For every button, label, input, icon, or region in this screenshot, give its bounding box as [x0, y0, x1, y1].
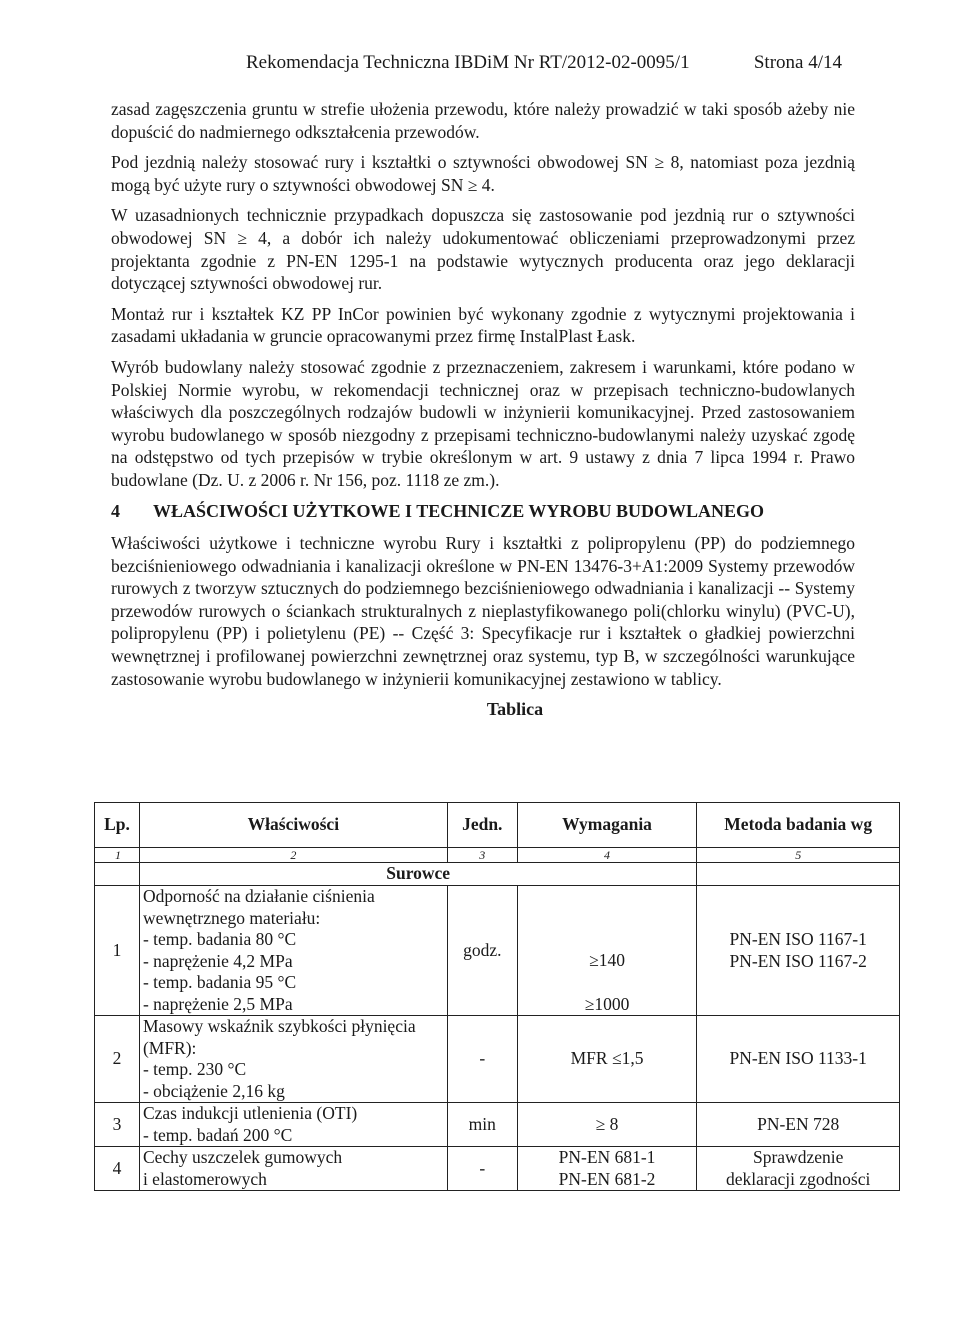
properties-table: [94, 802, 900, 1191]
index-cell: 2: [139, 848, 447, 863]
page-number: Strona 4/14: [753, 52, 842, 73]
section-paragraph: Właściwości użytkowe i techniczne wyrobu Rury i kształtki z polipropylenu (PP) do podziemnego bezciśnieniowego odwadniania i kanalizacji określone w PN-EN 13476-3+A1:2009 Systemy przewodów rurowych z tworzyw sztucznych do podziemnego bezciśnieniowego odwadniania i kanalizacji -- Systemy przewodów rurowych o ściankach strukturalnych z nieplastyfikowanego poli(chlorku winylu) (PVC-U), polipropylenu (PP) i polietylenu (PE) -- Część 3: Specyfikacje rur i kształtek o gładkiej powierzchni wewnętrznej i profilowanej powierzchni zewnętrznej oraz systemu, typ B, w szczególności warunkujące zastosowanie wyrobu budowlanego w inżynierii komunikacyjnej zestawiono w tablicy.: [111, 533, 855, 689]
table-header-row: [95, 803, 900, 848]
index-cell: 1: [95, 848, 140, 863]
header-cell: Metoda badania wg: [697, 803, 900, 848]
header-cell: Lp.: [95, 803, 140, 848]
paragraph: zasad zagęszczenia gruntu w strefie ułożenia przewodu, które należy prowadzić w taki sposób ażeby nie dopuścić do nadmiernego odkształcenia przewodów.: [111, 99, 855, 142]
row-number: 2: [95, 1016, 140, 1103]
header-cell: Jedn.: [447, 803, 517, 848]
row-number: 1: [95, 886, 140, 1016]
unit-cell: min: [447, 1103, 517, 1147]
page-header: [0, 52, 960, 76]
section-number: 4: [111, 500, 120, 521]
table-row: [95, 1147, 900, 1191]
section-heading: [111, 500, 855, 523]
requirement-cell: ≥ 8: [517, 1103, 697, 1147]
property-cell: Odporność na działanie ciśnienia wewnętrznego materiału: - temp. badania 80 °C - naprężenie 4,2 MPa - temp. badania 95 °C - naprężenie 2,5 MPa: [139, 886, 447, 1016]
method-cell: Sprawdzenie deklaracji zgodności: [697, 1147, 900, 1191]
header-cell: Wymagania: [517, 803, 697, 848]
table-caption: Tablica: [486, 699, 544, 720]
document-body: [111, 98, 855, 733]
requirement-cell: ≥140 ≥1000: [517, 886, 697, 1016]
section-title: WŁAŚCIWOŚCI UŻYTKOWE I TECHNICZE WYROBU BUDOWLANEGO: [153, 500, 764, 521]
index-cell: 3: [447, 848, 517, 863]
paragraph: Wyrób budowlany należy stosować zgodnie z przeznaczeniem, zakresem i warunkami, które podano w Polskiej Normie wyrobu, w rekomendacji technicznej oraz w przepisach techniczno-budowlanych właściwych dla poszczególnych rodzajów budowli w inżynierii komunikacyjnej. Przed zastosowaniem wyrobu budowlanego w sposób niezgodny z przepisami techniczno-budowlanymi należy uzyskać zgodę na odstępstwo od tych przepisów w trybie określonym w art. 9 ustawy z dnia 7 lipca 1994 r. Prawo budowlane (Dz. U. z 2006 r. Nr 156, poz. 1118 ze zm.).: [111, 356, 855, 490]
column-index-row: [95, 848, 900, 863]
table-row: [95, 1103, 900, 1147]
row-number: 3: [95, 1103, 140, 1147]
document-title: Rekomendacja Techniczna IBDiM Nr RT/2012-02-0095/1: [246, 52, 690, 73]
table-row: [95, 886, 900, 1016]
requirement-cell: MFR ≤1,5: [517, 1016, 697, 1103]
paragraph: Pod jezdnią należy stosować rury i kształtki o sztywności obwodowej SN ≥ 8, natomiast poza jezdnią mogą być użyte rury o sztywności obwodowej SN ≥ 4.: [111, 152, 855, 195]
row-number: 4: [95, 1147, 140, 1191]
unit-cell: -: [447, 1016, 517, 1103]
method-cell: PN-EN 728: [697, 1103, 900, 1147]
unit-cell: godz.: [447, 886, 517, 1016]
paragraph: W uzasadnionych technicznie przypadkach dopuszcza się zastosowanie pod jezdnią rur o sztywności obwodowej SN ≥ 4, a dobór ich należy udokumentować obliczeniami przeprowadzonymi przez projektanta zgodnie z PN-EN 1295-1 na podstawie wytycznych producenta oraz jego deklaracji dotyczącej sztywności obwodowej rur.: [111, 205, 855, 294]
method-cell: PN-EN ISO 1167-1 PN-EN ISO 1167-2: [697, 886, 900, 1016]
property-cell: Masowy wskaźnik szybkości płynięcia (MFR): - temp. 230 °C - obciążenie 2,16 kg: [139, 1016, 447, 1103]
paragraph: Montaż rur i kształtek KZ PP InCor powinien być wykonany zgodnie z wytycznymi projektowania i zasadami układania w gruncie opracowanymi przez firmę InstalPlast Łask.: [111, 303, 855, 347]
property-cell: Cechy uszczelek gumowych i elastomerowych: [139, 1147, 447, 1191]
table-row: [95, 1016, 900, 1103]
requirement-cell: PN-EN 681-1 PN-EN 681-2: [517, 1147, 697, 1191]
index-cell: 4: [517, 848, 697, 863]
method-cell: PN-EN ISO 1133-1: [697, 1016, 900, 1103]
unit-cell: -: [447, 1147, 517, 1191]
header-cell: Właściwości: [139, 803, 447, 848]
property-cell: Czas indukcji utlenienia (OTI) - temp. badań 200 °C: [139, 1103, 447, 1147]
index-cell: 5: [697, 848, 900, 863]
group-row: [95, 863, 900, 886]
group-label: Surowce: [139, 863, 696, 886]
